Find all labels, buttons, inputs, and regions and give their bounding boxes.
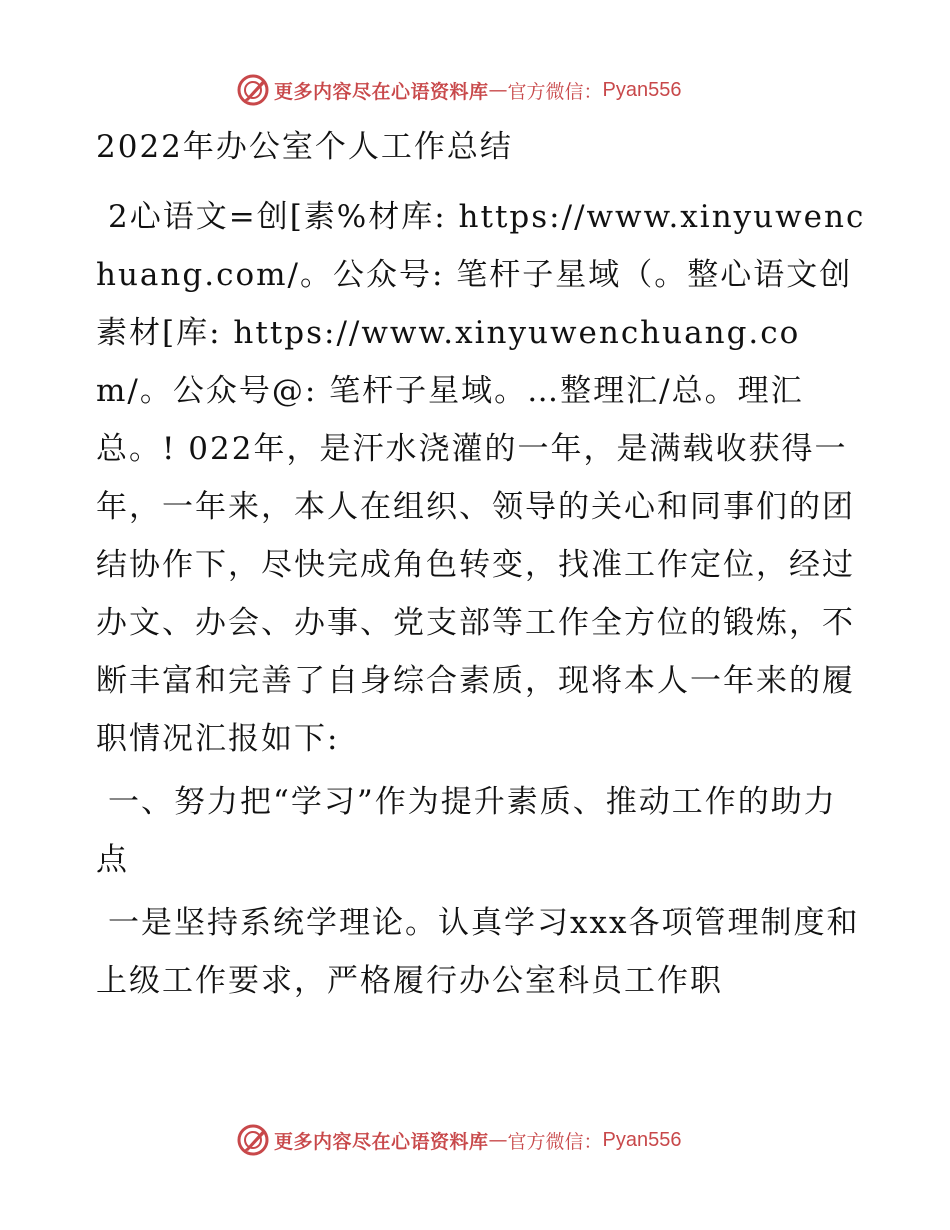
banner-sub-text: 官方微信： [507,80,603,103]
banner-sub-text: 官方微信： [507,1130,603,1153]
document-title: 2022年办公室个人工作总结 [96,129,513,165]
quill-seal-logo-icon [236,73,270,107]
header-watermark-banner [236,72,682,108]
footer-watermark-banner [236,1122,682,1158]
section-heading-1: 一、努力把“学习”作为提升素质、推动工作的助力点 [96,784,837,878]
banner-handle: Pyan556 [602,78,682,101]
banner-dash: — [488,1129,508,1151]
banner-main-text: 更多内容尽在心语资料库 [274,80,489,103]
quill-seal-logo-icon [236,1123,270,1157]
paragraph-intro: 2心语文=创[素%材库: https://www.xinyuwenchuang.com/。公众号: 笔杆子星域（。整心语文创素材[库: https://www.xinyuwenchuang.com/。公众号@: 笔杆子星域。…整理汇/总。理汇总。! 022年，是汗水浇灌的一年，是满载收获得一年，一年来，本人在组织、领导的关心和同事们的团结协作下，尽快完成角色转变，找准工作定位，经过办文、办会、办事、党支部等工作全方位的锻炼，不断丰富和完善了自身综合素质，现将本人一年来的履职情况汇报如下: [96,199,866,757]
paragraph-point-1: 一是坚持系统学理论。认真学习xxx各项管理制度和上级工作要求，严格履行办公室科员工作职 [96,905,860,999]
document-body [96,118,866,1015]
banner-main-text: 更多内容尽在心语资料库 [274,1130,489,1153]
banner-dash: — [488,79,508,101]
banner-handle: Pyan556 [602,1128,682,1151]
